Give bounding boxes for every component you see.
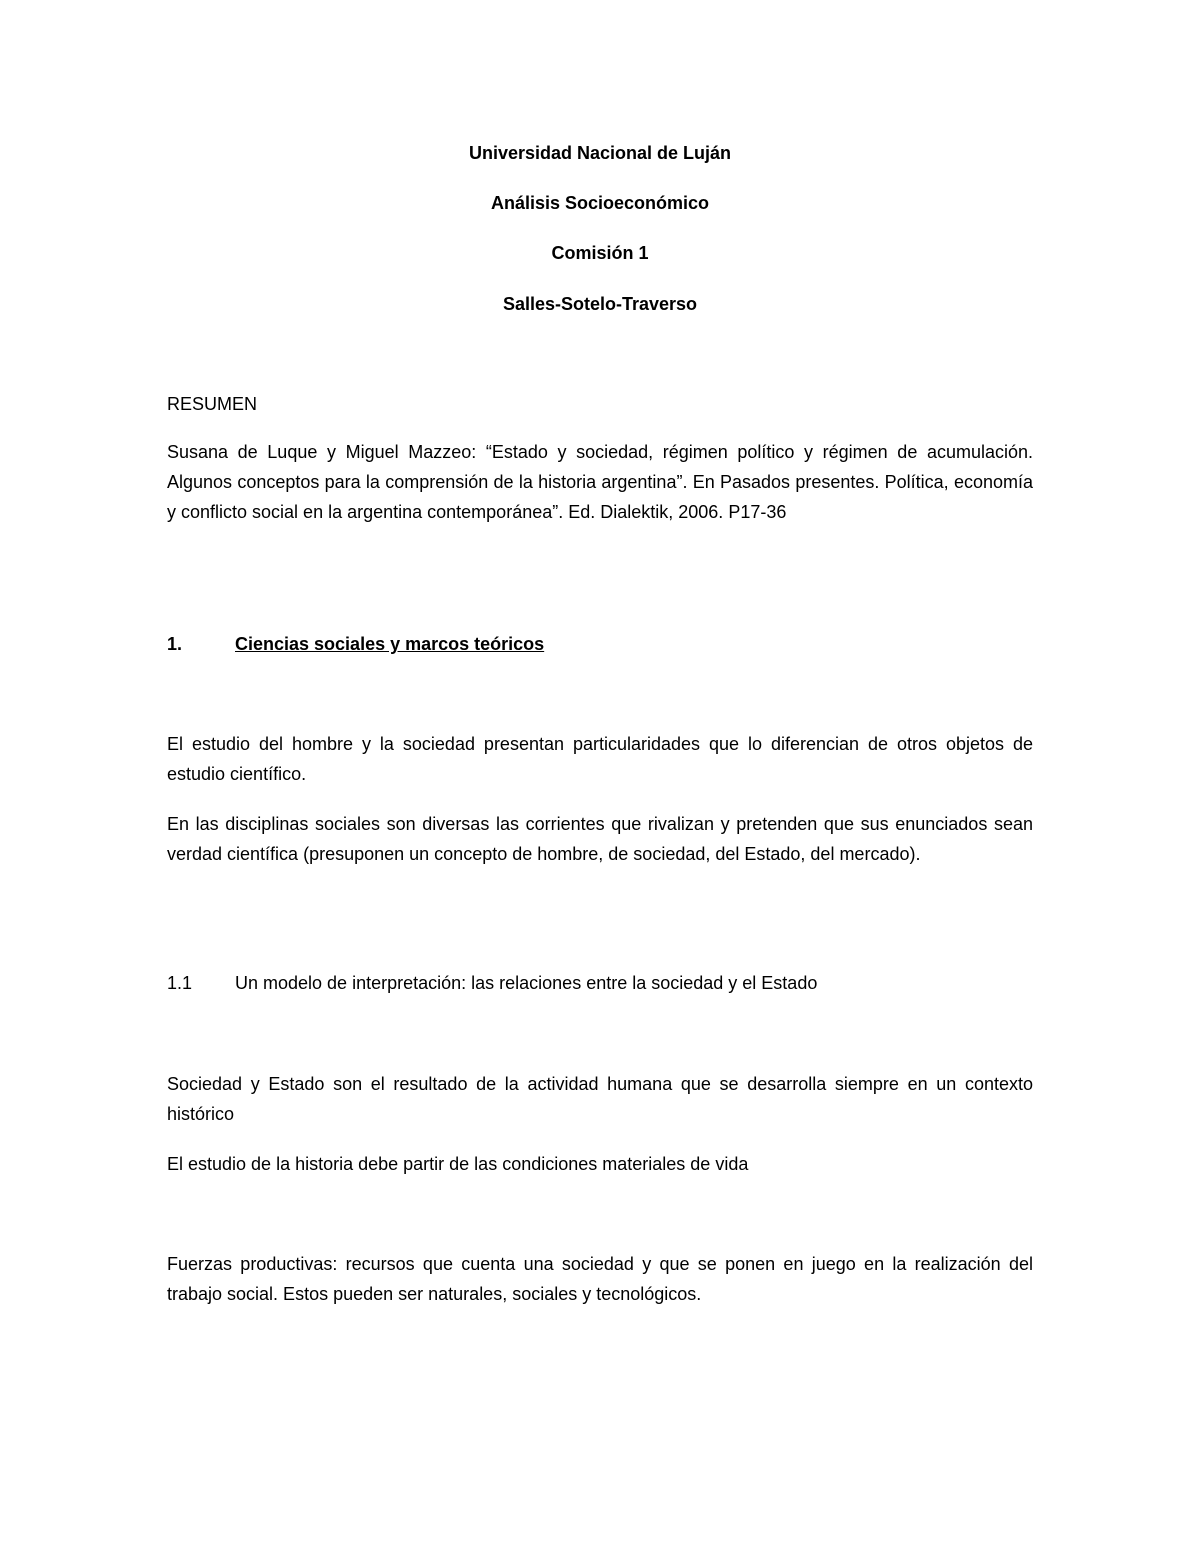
section-1-1-number: 1.1 xyxy=(167,973,193,993)
section-1-title: Ciencias sociales y marcos teóricos xyxy=(235,634,545,654)
section-1-1-heading xyxy=(167,968,1033,998)
commission-title: Comisión 1 xyxy=(551,243,649,263)
section-1-1-paragraph-1: Sociedad y Estado son el resultado de la actividad humana que se desarrolla siempre en un contexto histórico xyxy=(167,1074,1033,1124)
section-1-1-paragraph-3: Fuerzas productivas: recursos que cuenta una sociedad y que se ponen en juego en la realización del trabajo social. Estos pueden ser naturales, sociales y tecnológicos. xyxy=(167,1254,1033,1304)
section-1-paragraph-2: En las disciplinas sociales son diversas las corrientes que rivalizan y pretenden que sus enunciados sean verdad científica (presuponen un concepto de hombre, de sociedad, del Estado, del mercado). xyxy=(167,814,1033,864)
summary-label: RESUMEN xyxy=(167,394,258,414)
section-1-paragraph-1: El estudio del hombre y la sociedad presentan particularidades que lo diferencian de otros objetos de estudio científico. xyxy=(167,734,1033,784)
section-1-heading xyxy=(167,629,1033,659)
section-1-1-paragraph-2: El estudio de la historia debe partir de las condiciones materiales de vida xyxy=(167,1154,749,1174)
summary-citation: Susana de Luque y Miguel Mazzeo: “Estado y sociedad, régimen político y régimen de acumulación. Algunos conceptos para la comprensión de la historia argentina”. En Pasados presentes. Política, economía y conflicto social en la argentina contemporánea”. Ed. Dialektik, 2006. P17-36 xyxy=(167,442,1033,522)
authors-title: Salles-Sotelo-Traverso xyxy=(502,294,698,314)
course-title: Análisis Socioeconómico xyxy=(490,193,710,213)
section-1-1-title: Un modelo de interpretación: las relaciones entre la sociedad y el Estado xyxy=(235,973,818,993)
university-title: Universidad Nacional de Luján xyxy=(468,143,732,163)
section-1-number: 1. xyxy=(167,634,183,654)
